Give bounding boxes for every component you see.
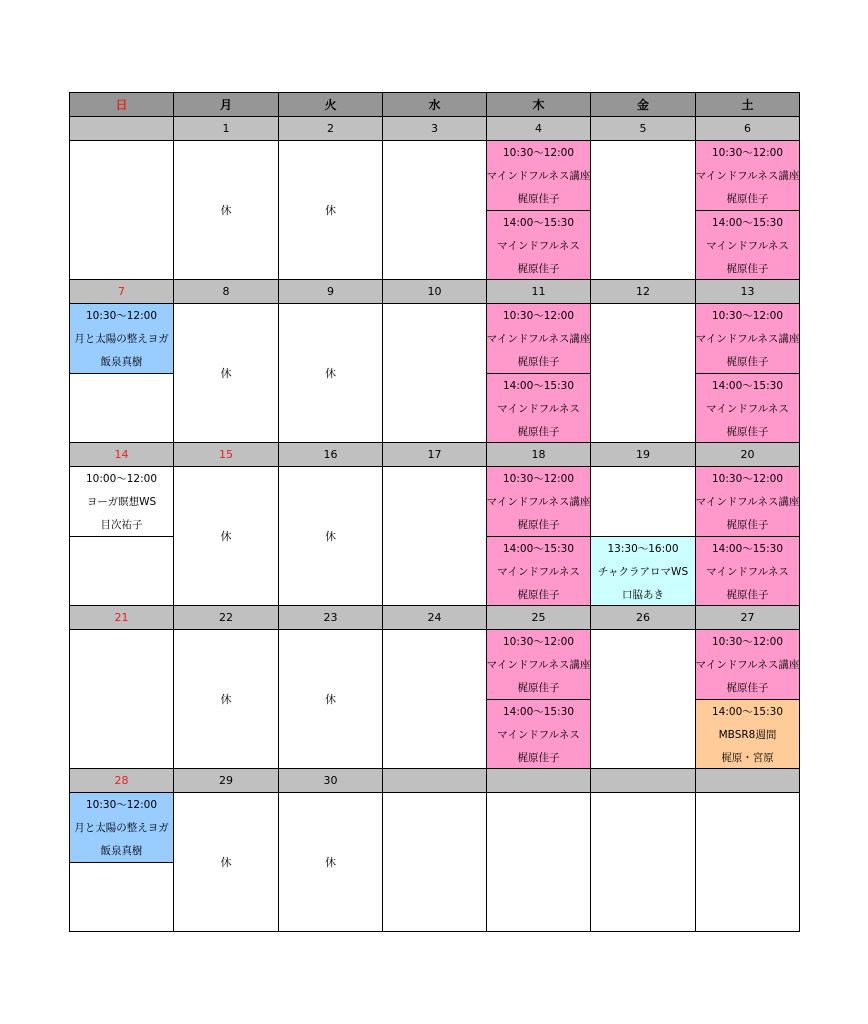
date-cell: 26 bbox=[590, 605, 696, 630]
event-block[interactable] bbox=[695, 140, 800, 211]
weekday-header: 月 bbox=[173, 92, 279, 117]
event-title: マインドフルネス講座 bbox=[486, 332, 591, 345]
closed-label: 休 bbox=[325, 692, 336, 706]
event-title: マインドフルネス講座 bbox=[486, 658, 591, 671]
day-cell bbox=[590, 792, 696, 932]
day-cell bbox=[590, 140, 696, 280]
event-time: 10:30〜12:00 bbox=[711, 472, 784, 485]
event-time: 10:30〜12:00 bbox=[85, 798, 158, 811]
event-time: 13:30〜16:00 bbox=[607, 542, 679, 555]
date-cell: 22 bbox=[173, 605, 279, 630]
event-instructor: 梶原・宮原 bbox=[721, 751, 774, 764]
event-time: 14:00〜15:30 bbox=[502, 379, 575, 392]
date-cell: 8 bbox=[173, 279, 279, 304]
event-block[interactable] bbox=[69, 466, 174, 537]
event-time: 14:00〜15:30 bbox=[711, 379, 784, 392]
event-time: 10:30〜12:00 bbox=[502, 635, 575, 648]
event-time: 10:30〜12:00 bbox=[502, 472, 575, 485]
closed-label: 休 bbox=[220, 692, 232, 706]
event-title: マインドフルネス講座 bbox=[695, 169, 800, 182]
event-block[interactable] bbox=[590, 536, 696, 607]
event-block[interactable] bbox=[695, 536, 800, 607]
closed-label: 休 bbox=[325, 855, 336, 869]
event-block[interactable] bbox=[695, 210, 800, 281]
event-time: 10:30〜12:00 bbox=[711, 146, 784, 159]
event-instructor: 梶原佳子 bbox=[517, 355, 560, 368]
event-title: マインドフルネス講座 bbox=[695, 658, 800, 671]
date-cell: 1 bbox=[173, 116, 279, 141]
event-title: マインドフルネス講座 bbox=[486, 495, 591, 508]
weekday-header: 木 bbox=[486, 92, 591, 117]
date-cell: 18 bbox=[486, 442, 591, 467]
date-cell: 16 bbox=[278, 442, 383, 467]
event-block[interactable] bbox=[695, 303, 800, 374]
date-cell bbox=[69, 116, 174, 141]
event-time: 10:30〜12:00 bbox=[502, 146, 575, 159]
event-instructor: 飯泉真樹 bbox=[100, 355, 143, 368]
date-cell: 13 bbox=[695, 279, 800, 304]
event-instructor: 梶原佳子 bbox=[517, 518, 560, 531]
event-instructor: 梶原佳子 bbox=[517, 751, 560, 764]
date-cell: 15 bbox=[173, 442, 279, 467]
date-cell: 11 bbox=[486, 279, 591, 304]
day-cell bbox=[486, 792, 591, 932]
event-block[interactable] bbox=[486, 303, 591, 374]
event-instructor: 梶原佳子 bbox=[726, 588, 769, 601]
day-cell bbox=[382, 792, 487, 932]
event-title: チャクラアロマWS bbox=[597, 565, 689, 578]
weekday-header: 日 bbox=[69, 92, 174, 117]
event-time: 14:00〜15:30 bbox=[711, 705, 784, 718]
event-title: 月と太陽の整えヨガ bbox=[74, 332, 169, 345]
event-time: 14:00〜15:30 bbox=[502, 216, 575, 229]
event-block[interactable] bbox=[486, 210, 591, 281]
event-instructor: 目次祐子 bbox=[100, 518, 143, 531]
event-block[interactable] bbox=[695, 373, 800, 444]
weekday-header: 土 bbox=[695, 92, 800, 117]
event-time: 14:00〜15:30 bbox=[502, 705, 575, 718]
event-block[interactable] bbox=[695, 466, 800, 537]
event-block[interactable] bbox=[486, 699, 591, 770]
event-instructor: 梶原佳子 bbox=[517, 681, 560, 694]
weekday-header: 金 bbox=[590, 92, 696, 117]
date-cell: 23 bbox=[278, 605, 383, 630]
event-title: マインドフルネス bbox=[497, 565, 580, 578]
closed-label: 休 bbox=[220, 366, 232, 380]
event-instructor: 梶原佳子 bbox=[517, 588, 560, 601]
closed-label: 休 bbox=[325, 529, 336, 543]
event-instructor: 梶原佳子 bbox=[726, 192, 769, 205]
closed-label: 休 bbox=[220, 855, 232, 869]
event-time: 10:30〜12:00 bbox=[711, 309, 784, 322]
day-cell bbox=[382, 629, 487, 769]
event-instructor: 飯泉真樹 bbox=[100, 844, 143, 857]
event-time: 10:00〜12:00 bbox=[85, 472, 158, 485]
date-cell: 3 bbox=[382, 116, 487, 141]
event-instructor: 口脇あき bbox=[622, 588, 664, 601]
date-cell: 19 bbox=[590, 442, 696, 467]
closed-label: 休 bbox=[325, 366, 336, 380]
weekday-header: 水 bbox=[382, 92, 487, 117]
event-instructor: 梶原佳子 bbox=[517, 192, 560, 205]
date-cell: 4 bbox=[486, 116, 591, 141]
event-time: 14:00〜15:30 bbox=[711, 216, 784, 229]
date-cell: 10 bbox=[382, 279, 487, 304]
day-cell bbox=[382, 140, 487, 280]
date-cell: 24 bbox=[382, 605, 487, 630]
event-block[interactable] bbox=[695, 699, 800, 770]
date-cell: 5 bbox=[590, 116, 696, 141]
date-cell bbox=[590, 768, 696, 793]
event-title: ヨーガ瞑想WS bbox=[86, 495, 157, 508]
date-cell: 7 bbox=[69, 279, 174, 304]
event-title: マインドフルネス講座 bbox=[486, 169, 591, 182]
event-time: 10:30〜12:00 bbox=[711, 635, 784, 648]
date-cell bbox=[382, 768, 487, 793]
event-time: 10:30〜12:00 bbox=[85, 309, 158, 322]
event-instructor: 梶原佳子 bbox=[726, 681, 769, 694]
event-block[interactable] bbox=[69, 303, 174, 374]
event-instructor: 梶原佳子 bbox=[726, 262, 769, 275]
date-cell: 2 bbox=[278, 116, 383, 141]
event-block[interactable] bbox=[69, 792, 174, 863]
date-cell bbox=[695, 768, 800, 793]
date-cell: 27 bbox=[695, 605, 800, 630]
date-cell bbox=[486, 768, 591, 793]
weekday-header: 火 bbox=[278, 92, 383, 117]
date-cell: 14 bbox=[69, 442, 174, 467]
event-instructor: 梶原佳子 bbox=[726, 425, 769, 438]
day-cell bbox=[590, 303, 696, 443]
date-cell: 20 bbox=[695, 442, 800, 467]
closed-label: 休 bbox=[220, 529, 232, 543]
event-block[interactable] bbox=[486, 140, 591, 211]
event-title: マインドフルネス講座 bbox=[695, 332, 800, 345]
date-cell: 9 bbox=[278, 279, 383, 304]
day-cell bbox=[590, 629, 696, 769]
date-cell: 21 bbox=[69, 605, 174, 630]
event-instructor: 梶原佳子 bbox=[517, 262, 560, 275]
closed-label: 休 bbox=[220, 203, 232, 217]
event-block[interactable] bbox=[695, 629, 800, 700]
day-cell bbox=[69, 140, 174, 280]
date-cell: 25 bbox=[486, 605, 591, 630]
event-block[interactable] bbox=[486, 373, 591, 444]
event-block[interactable] bbox=[486, 466, 591, 537]
event-time: 10:30〜12:00 bbox=[502, 309, 575, 322]
event-instructor: 梶原佳子 bbox=[726, 355, 769, 368]
date-cell: 29 bbox=[173, 768, 279, 793]
calendar-table bbox=[69, 92, 799, 932]
event-title: マインドフルネス bbox=[706, 402, 789, 415]
date-cell: 6 bbox=[695, 116, 800, 141]
event-instructor: 梶原佳子 bbox=[726, 518, 769, 531]
day-cell bbox=[382, 303, 487, 443]
event-title: 月と太陽の整えヨガ bbox=[74, 821, 169, 834]
date-cell: 12 bbox=[590, 279, 696, 304]
day-cell bbox=[382, 466, 487, 606]
event-title: マインドフルネス bbox=[706, 239, 789, 252]
event-time: 14:00〜15:30 bbox=[711, 542, 784, 555]
event-block[interactable] bbox=[486, 536, 591, 607]
event-block[interactable] bbox=[486, 629, 591, 700]
day-cell bbox=[695, 792, 800, 932]
event-title: マインドフルネス bbox=[497, 402, 580, 415]
event-instructor: 梶原佳子 bbox=[517, 425, 560, 438]
event-title: MBSR8週間 bbox=[718, 728, 777, 741]
day-cell bbox=[69, 629, 174, 769]
event-title: マインドフルネス講座 bbox=[695, 495, 800, 508]
event-time: 14:00〜15:30 bbox=[502, 542, 575, 555]
date-cell: 30 bbox=[278, 768, 383, 793]
event-title: マインドフルネス bbox=[497, 728, 580, 741]
date-cell: 17 bbox=[382, 442, 487, 467]
event-title: マインドフルネス bbox=[706, 565, 789, 578]
closed-label: 休 bbox=[325, 203, 336, 217]
date-cell: 28 bbox=[69, 768, 174, 793]
event-title: マインドフルネス bbox=[497, 239, 580, 252]
